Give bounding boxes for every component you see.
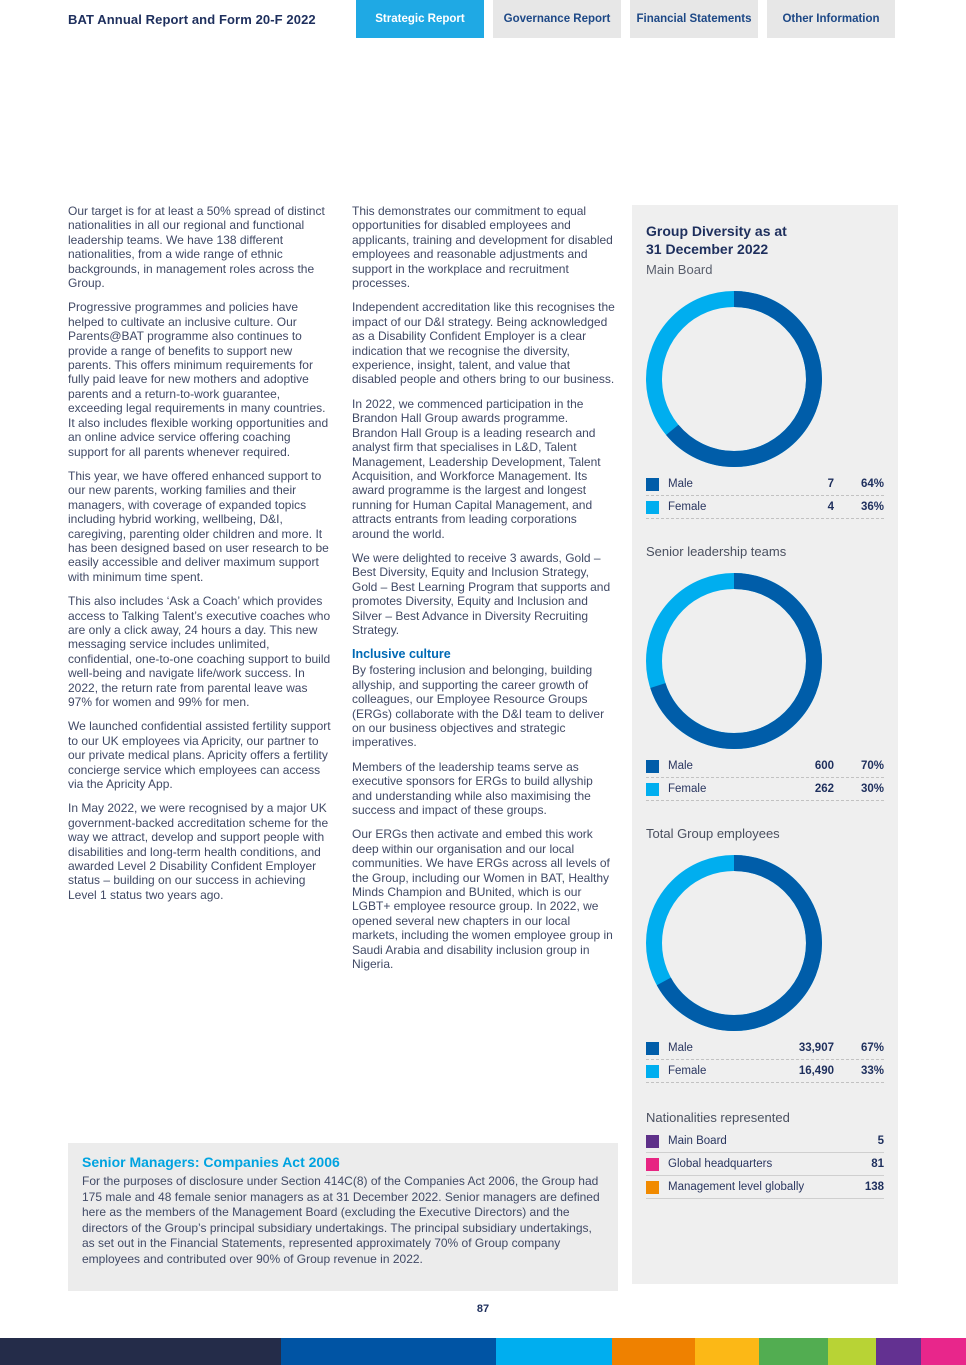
nationality-row-global-hq xyxy=(646,1153,884,1176)
paragraph: Progressive programmes and policies have helped to cultivate an inclusive culture. Our Parents@BAT programme also continues to provide a range of benefits to support new parents. This offers minimum requirements for fully paid leave for new mothers and adoptive parents and a return-to-work guarantee, exceeding legal requirements in many countries. It also includes flexible working opportunities and an online advice service offering coaching support for all parents whenever required. xyxy=(68,300,329,459)
panel-title-line1: Group Diversity as at xyxy=(646,223,787,239)
legend-label: Male xyxy=(668,760,693,772)
legend-value: 7 xyxy=(827,478,834,490)
nat-value: 138 xyxy=(864,1181,884,1193)
nationality-row-management-global xyxy=(646,1176,884,1199)
legend-percent: 70% xyxy=(860,760,884,772)
nat-label: Management level globally xyxy=(668,1181,805,1193)
bar-segment-cyan xyxy=(496,1338,612,1365)
page-number: 87 xyxy=(476,1303,490,1315)
senior-managers-box xyxy=(68,1143,618,1291)
paragraph: By fostering inclusion and belonging, building allyship, and supporting the career growth of colleagues, our Employee Resource Groups (ERGs) collaborate with the D&I team to deliver on our business objectives and strategic imperatives. xyxy=(352,663,605,750)
nationalities-list xyxy=(646,1130,884,1199)
legend-value: 262 xyxy=(814,783,834,795)
legend-percent: 30% xyxy=(860,783,884,795)
text-column-middle xyxy=(352,204,616,982)
senior-managers-body: For the purposes of disclosure under Section 414C(8) of the Companies Act 2006, the Group had 175 male and 48 female senior managers as at 31 December 2022. Senior managers are defined here as the members of the Management Board (excluding the Executive Directors) and the directors of the Group’s principal subsidiary undertakings. The principal subsidiary undertakings, as set out in the Financial Statements, represented approximately 70% of Group company employees and contributed over 90% of Group revenue in 2022. xyxy=(82,1174,600,1266)
paragraph: In May 2022, we were recognised by a major UK government-backed accreditation scheme for the way we attract, develop and support people with disabilities and long-term health conditions, and awarded Level 2 Disability Confident Employer status – building on our success in achieving Level 1 status two years ago. xyxy=(68,801,329,902)
footer-color-bar xyxy=(0,1338,966,1365)
female-swatch-icon xyxy=(646,1065,659,1078)
male-swatch-icon xyxy=(646,478,659,491)
paragraph: This demonstrates our commitment to equal opportunities for disabled employees and applicants, training and development for disabled employees and reasonable adjustments and support in the workplace and recruitment processes. xyxy=(352,204,613,291)
paragraph: We were delighted to receive 3 awards, Gold – Best Diversity, Equity and Inclusion Strategy, Gold – Best Learning Program that supports and promotes Diversity, Equity and Inclusion and Silver – Best Advance in Diversity Recruiting Strategy. xyxy=(352,550,611,637)
paragraph: Independent accreditation like this recognises the impact of our D&I strategy. Being acknowledged as a Disability Confident Employer is a clear indication that we recognise the diversity, experience, insight, talent, and value that disabled people and others bring to our business. xyxy=(352,300,615,387)
inclusive-culture-heading: Inclusive culture xyxy=(352,647,451,662)
legend-percent: 33% xyxy=(860,1065,884,1077)
legend-row-male xyxy=(646,473,884,496)
legend-value: 600 xyxy=(814,760,834,772)
female-swatch-icon xyxy=(646,501,659,514)
legend-value: 33,907 xyxy=(798,1042,834,1054)
legend-label: Male xyxy=(668,1042,693,1054)
legend-label: Female xyxy=(668,501,707,513)
tab-financial-statements[interactable]: Financial Statements xyxy=(630,0,758,38)
donut-chart-senior-leadership xyxy=(646,573,822,749)
top-nav-tabs xyxy=(356,0,895,38)
bar-segment-navy xyxy=(0,1338,281,1365)
female-swatch-icon xyxy=(646,783,659,796)
legend-label: Female xyxy=(668,783,707,795)
legend-row-female xyxy=(646,496,884,519)
legend-percent: 36% xyxy=(860,501,884,513)
group-diversity-panel xyxy=(632,205,898,1284)
chart-subtitle-main-board: Main Board xyxy=(646,262,713,277)
nat-label: Main Board xyxy=(668,1135,727,1147)
senior-managers-heading: Senior Managers: Companies Act 2006 xyxy=(82,1154,340,1170)
legend-percent: 64% xyxy=(860,478,884,490)
bar-segment-lime xyxy=(828,1338,876,1365)
donut-chart-main-board xyxy=(646,291,822,467)
main-board-swatch-icon xyxy=(646,1135,659,1148)
paragraph: We launched confidential assisted fertility support to our UK employees via Apricity, our partner to our private medical plans. Apricity offers a fertility concierge service which employees can access via the Apricity App. xyxy=(68,719,331,792)
nationality-row-main-board xyxy=(646,1130,884,1153)
bar-segment-purple xyxy=(876,1338,921,1365)
legend-label: Female xyxy=(668,1065,707,1077)
nat-value: 81 xyxy=(871,1158,884,1170)
legend-value: 16,490 xyxy=(798,1065,834,1077)
chart-subtitle-senior-leadership: Senior leadership teams xyxy=(646,544,787,559)
paragraph: This also includes ‘Ask a Coach’ which provides access to Talking Talent’s executive coaches who are only a click away, 24 hours a day. This new messaging service includes unlimited, confidential, one-to-one coaching support to build well-being and navigate life/work success. In 2022, the return rate from parental leave was 97% for women and 99% for men. xyxy=(68,594,331,709)
donut-chart-total-group xyxy=(646,855,822,1031)
chart-subtitle-total-group: Total Group employees xyxy=(646,826,780,841)
paragraph: Members of the leadership teams serve as executive sponsors for ERGs to build allyship and understanding while also maximising the success and impact of these groups. xyxy=(352,759,593,818)
bar-segment-green xyxy=(759,1338,828,1365)
legend-row-male xyxy=(646,1037,884,1060)
nat-label: Global headquarters xyxy=(668,1158,773,1170)
tab-governance-report[interactable]: Governance Report xyxy=(493,0,621,38)
nationalities-heading: Nationalities represented xyxy=(646,1110,790,1125)
bar-segment-yellow xyxy=(695,1338,759,1365)
paragraph: Our ERGs then activate and embed this work deep within our organisation and our local communities. We have ERGs across all levels of the Group, including our Women in BAT, Healthy Minds Champion and BUnited, which is our LGBT+ employee resource group. In 2022, we opened several new chapters in our local markets, including the women employee group in Saudi Arabia and disability inclusion group in Nigeria. xyxy=(352,827,613,972)
legend-label: Male xyxy=(668,478,693,490)
male-swatch-icon xyxy=(646,760,659,773)
nat-value: 5 xyxy=(877,1135,884,1147)
paragraph: In 2022, we commenced participation in the Brandon Hall Group awards programme. Brandon Hall Group is a leading research and analyst firm that specialises in L&D, Talent Management, Leadership Development, Talent Acquisition, and Workforce Management. Its award programme is the largest and longest running for Human Capital Management, and attracts entrants from leading corporations around the world. xyxy=(352,396,601,541)
bar-segment-pink xyxy=(921,1338,966,1365)
paragraph: Our target is for at least a 50% spread of distinct nationalities in all our regional and functional leadership teams. We have 138 different nationalities, from a wide range of ethnic backgrounds, in management roles across the Group. xyxy=(68,204,325,291)
management-global-swatch-icon xyxy=(646,1181,659,1194)
legend-row-male xyxy=(646,755,884,778)
tab-other-information[interactable]: Other Information xyxy=(767,0,895,38)
panel-title-line2: 31 December 2022 xyxy=(646,241,769,257)
legend-row-female xyxy=(646,1060,884,1083)
bar-segment-orange xyxy=(612,1338,695,1365)
male-swatch-icon xyxy=(646,1042,659,1055)
report-title: BAT Annual Report and Form 20-F 2022 xyxy=(68,11,316,27)
paragraph: This year, we have offered enhanced support to our new parents, working families and their managers, with coverage of expanded topics including hybrid working, wellbeing, D&I, caregiving, parenting older children and more. It has been designed based on user research to be easily accessible and deliver maximum support with minimum time spent. xyxy=(68,468,329,584)
global-hq-swatch-icon xyxy=(646,1158,659,1171)
legend-row-female xyxy=(646,778,884,801)
text-column-left xyxy=(68,204,332,912)
legend-percent: 67% xyxy=(860,1042,884,1054)
tab-strategic-report[interactable]: Strategic Report xyxy=(356,0,484,38)
legend-value: 4 xyxy=(827,501,834,513)
bar-segment-blue xyxy=(281,1338,496,1365)
